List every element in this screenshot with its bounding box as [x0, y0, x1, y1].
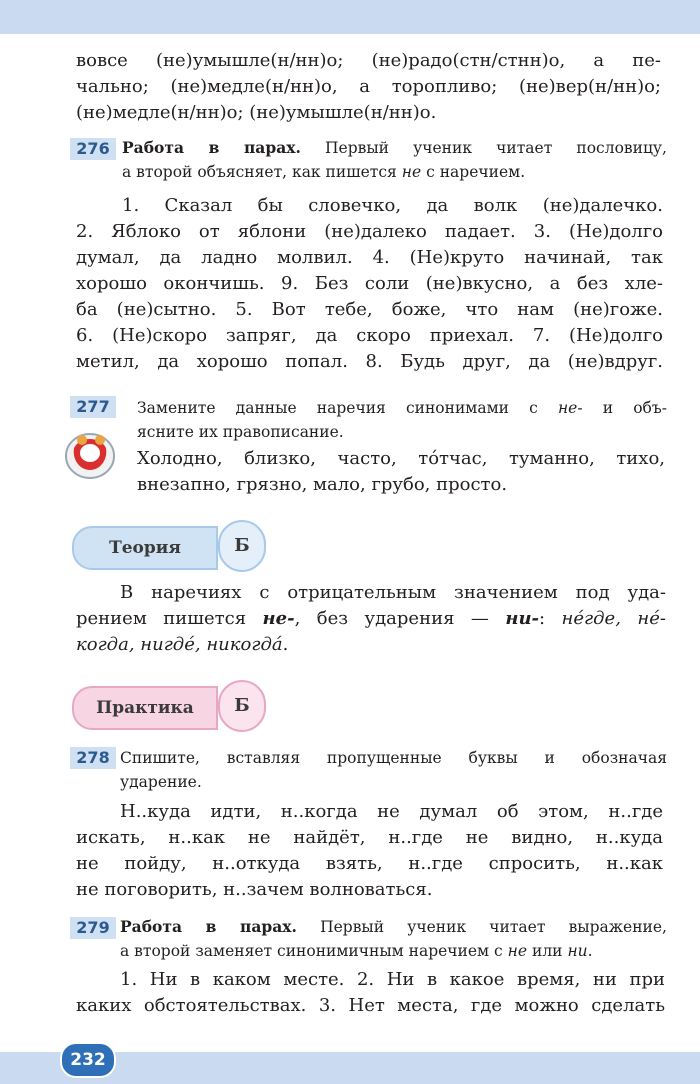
theory-text-part: .	[282, 634, 289, 655]
task-278-instruction	[120, 746, 667, 794]
instruction-line: ясните их правописание.	[137, 423, 344, 441]
instruction-lead: Работа в парах.	[120, 917, 297, 936]
task-276-text	[76, 193, 663, 375]
task-278-text	[76, 799, 663, 903]
text-line: 1. Сказал бы словечко, да волк (не)далечко.	[122, 195, 663, 216]
instruction-emphasis: ни	[567, 942, 588, 960]
theory-text-part: рением пишется	[76, 608, 247, 629]
theory-text-part: :	[539, 608, 546, 629]
intro-paragraph	[76, 48, 661, 126]
instruction-emphasis: не	[401, 163, 422, 181]
pair-work-icon	[60, 426, 120, 482]
instruction-line	[137, 396, 667, 420]
text-line: В наречиях с отрицательным значением под уда-	[120, 582, 666, 603]
text-line: не пойду, н..откуда взять, н..где спросить, н..как	[76, 853, 663, 874]
text-line: искать, н..как не найдёт, н..где не видно, н..куда	[76, 827, 663, 848]
page-number: 232	[60, 1042, 116, 1078]
task-279-text	[120, 967, 665, 993]
text-line: Холодно, близко, часто, то́тчас, туманно, тихо,	[137, 448, 665, 469]
instruction-line	[120, 939, 667, 963]
text-line: 2. Яблоко от яблони (не)далеко падает. 3. (Не)долго	[76, 221, 663, 242]
instruction-text: Первый ученик читает выражение,	[320, 918, 667, 936]
text-line: (не)медле(н/нн)о; (не)умышле(н/нн)о.	[76, 102, 437, 123]
text-line: 6. (Не)скоро запряг, да скоро приехал. 7. (Не)долго	[76, 325, 663, 346]
instruction-emphasis: не	[507, 942, 528, 960]
task-277-text	[137, 446, 665, 498]
text-line: Н..куда идти, н..когда не думал об этом, н..где	[120, 801, 663, 822]
text-line: хорошо окончишь. 9. Без соли (не)вкусно, а без хле-	[76, 273, 663, 294]
theory-emphasis: не-	[262, 608, 295, 629]
practice-tab: Практика	[72, 686, 218, 730]
task-number-277: 277	[70, 396, 116, 418]
task-279-text-cont	[76, 993, 665, 1019]
theory-example: не́где, не́-	[561, 608, 666, 629]
instruction-text: а второй объясняет, как пишется	[122, 163, 397, 181]
text-line: каких обстоятельствах. 3. Нет места, где можно сделать	[76, 995, 665, 1016]
instruction-line	[122, 136, 667, 160]
top-band	[0, 0, 700, 34]
text-line: чально; (не)медле(н/нн)о, а торопливо; (не)вер(н/нн)о;	[76, 76, 661, 97]
instruction-text: с наречием.	[426, 163, 526, 181]
text-line: внезапно, грязно, мало, грубо, просто.	[137, 474, 508, 495]
text-line	[76, 606, 666, 632]
task-number-279: 279	[70, 917, 116, 939]
task-number-276: 276	[70, 138, 116, 160]
theory-level-badge: Б	[218, 520, 266, 572]
instruction-line: ударение.	[120, 773, 202, 791]
theory-example: когда, нигде́, никогда́	[76, 634, 283, 655]
instruction-lead: Работа в парах.	[122, 138, 301, 157]
instruction-emphasis: не-	[557, 399, 583, 417]
theory-text	[76, 580, 666, 658]
theory-emphasis: ни-	[505, 608, 540, 629]
text-line: 1. Ни в каком месте. 2. Ни в какое время, ни при	[120, 969, 665, 990]
instruction-text: Замените данные наречия синонимами с	[137, 399, 538, 417]
text-line: ба (не)сытно. 5. Вот тебе, боже, что нам (не)гоже.	[76, 299, 663, 320]
instruction-text: .	[587, 942, 593, 960]
theory-text-part: , без ударения —	[294, 608, 489, 629]
theory-tab: Теория	[72, 526, 218, 570]
text-line: вовсе (не)умышле(н/нн)о; (не)радо(стн/стнн)о, а пе-	[76, 50, 661, 71]
text-line: думал, да ладно молвил. 4. (Не)круто начинай, так	[76, 247, 663, 268]
instruction-line	[120, 915, 667, 939]
instruction-text: и объ-	[602, 399, 667, 417]
task-number-278: 278	[70, 747, 116, 769]
instruction-text: Первый ученик читает пословицу,	[325, 139, 667, 157]
task-277-instruction	[137, 396, 667, 444]
instruction-line	[122, 160, 667, 184]
instruction-line: Спишите, вставляя пропущенные буквы и обозначая	[120, 749, 667, 767]
text-line	[76, 632, 666, 658]
text-line: не поговорить, н..зачем волноваться.	[76, 879, 433, 900]
instruction-text: а второй заменяет синонимичным наречием с	[120, 942, 503, 960]
task-279-instruction	[120, 915, 667, 963]
instruction-text: или	[532, 942, 563, 960]
text-line: метил, да хорошо попал. 8. Будь друг, да (не)вдруг.	[76, 351, 663, 372]
task-276-instruction	[122, 136, 667, 184]
practice-level-badge: Б	[218, 680, 266, 732]
